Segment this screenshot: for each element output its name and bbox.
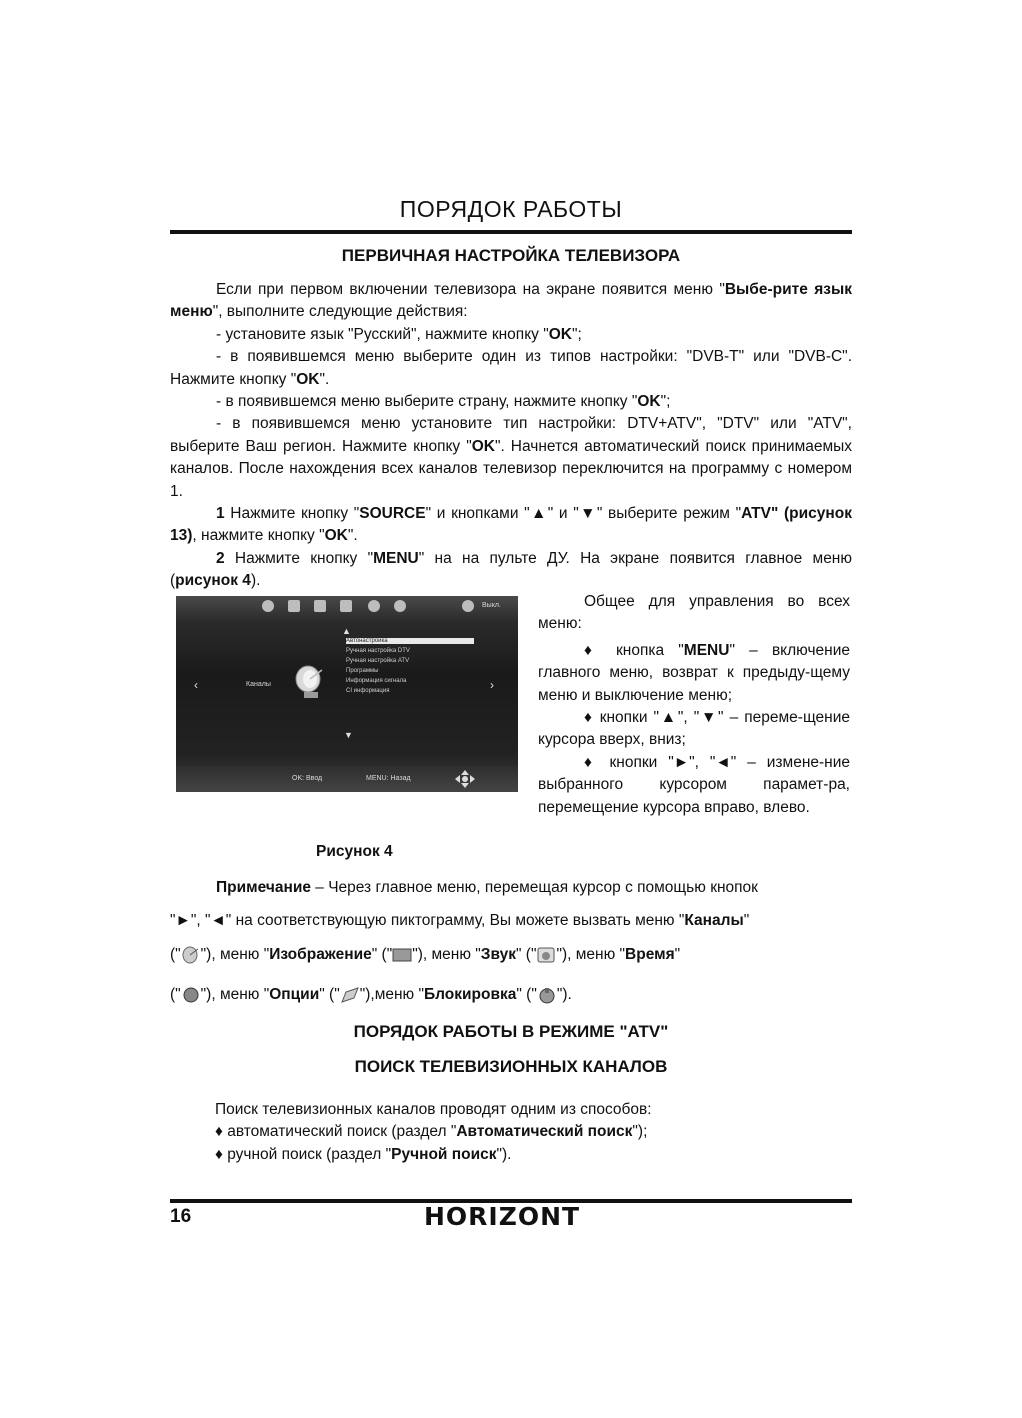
brand-logo: HORIZONT xyxy=(424,1202,581,1231)
tv-menu-icon-bar xyxy=(176,596,518,618)
right-arrow-icon: › xyxy=(490,678,494,692)
menu-item[interactable]: Информация сигнала xyxy=(346,678,407,684)
menu-item[interactable]: CI информация xyxy=(346,688,390,694)
options-icon xyxy=(340,986,360,1004)
page-number: 16 xyxy=(170,1206,192,1227)
paragraph-intro: Если при первом включении телевизора на экране появится меню "Выбе-рите язык меню", выполните следующие действия: xyxy=(170,281,852,321)
control-up-down: ♦ кнопки "▲", "▼" – переме-щение курсора вверх, вниз; xyxy=(538,709,850,749)
navigation-pad-icon xyxy=(454,769,476,789)
note-line-1: Примечание – Через главное меню, перемещая курсор с помощью кнопок xyxy=(216,879,758,896)
page-title: ПОРЯДОК РАБОТЫ xyxy=(399,196,623,222)
menu-category-label: Каналы xyxy=(246,681,271,688)
picture-icon xyxy=(288,600,300,612)
initial-setup-text xyxy=(170,279,852,593)
menu-item[interactable]: Программы xyxy=(346,668,379,674)
menu-item[interactable]: Ручная настройка ATV xyxy=(346,658,410,664)
numbered-step-1: 1 Нажмите кнопку "SOURCE" и кнопками "▲" и "▼" выберите режим "ATV" (рисунок 13), нажмите кнопку "OK". xyxy=(170,505,852,545)
satellite-dish-icon xyxy=(294,664,328,700)
note-line-4: (" "), меню "Опции" (" "),меню "Блокировка" (" "). xyxy=(170,986,572,1004)
clock-icon xyxy=(368,600,380,612)
satellite-dish-icon xyxy=(262,600,274,612)
note-line-3: (" "), меню "Изображение" (" "), меню "Звук" (" "), меню "Время" xyxy=(170,946,681,964)
top-right-label: Выкл. xyxy=(482,602,501,609)
search-option-manual: ♦ ручной поиск (раздел "Ручной поиск"). xyxy=(215,1145,512,1163)
menu-item[interactable]: Ручная настройка DTV xyxy=(346,648,410,654)
controls-intro: Общее для управления во всех меню: xyxy=(538,593,850,633)
control-left-right: ♦ кнопки "►", "◄" – измене-ние выбранного курсором парамет-ра, перемещение курсора вправо, влево. xyxy=(538,753,850,816)
sound-icon xyxy=(536,946,556,964)
section-heading-channel-search: ПОИСК ТЕЛЕВИЗИОННЫХ КАНАЛОВ xyxy=(354,1057,668,1076)
tv-menu-figure xyxy=(176,596,518,792)
menu-hint: MENU: Назад xyxy=(366,775,411,782)
numbered-step-2: 2 Нажмите кнопку "MENU" на на пульте ДУ. На экране появится главное меню (рисунок 4). xyxy=(170,549,852,590)
channel-search-text xyxy=(215,1099,652,1166)
sound-icon xyxy=(314,600,326,612)
figure-caption: Рисунок 4 xyxy=(316,843,393,860)
volume-icon xyxy=(462,600,474,612)
section-heading-initial-setup: ПЕРВИЧНАЯ НАСТРОЙКА ТЕЛЕВИЗОРА xyxy=(341,246,681,265)
step-tuning-type: - в появившемся меню установите тип настройки: DTV+ATV", "DTV" или "ATV", выберите Ваш регион. Нажмите кнопку "OK". Начнется автоматический поиск принимаемых каналов. После нахождения всех каналов телевизор переключится на программу с номером 1. xyxy=(170,415,853,500)
search-intro: Поиск телевизионных каналов проводят одним из способов: xyxy=(215,1101,652,1118)
down-arrow-icon: ▼ xyxy=(344,730,353,740)
lock-icon xyxy=(394,600,406,612)
clock-icon xyxy=(181,986,201,1004)
left-arrow-icon: ‹ xyxy=(194,678,198,692)
controls-description xyxy=(538,591,850,819)
step-dvb-type: - в появившемся меню выберите один из типов настройки: "DVB-T" или "DVB-C". Нажмите кнопку "OK". xyxy=(170,348,852,388)
header-rule xyxy=(170,230,852,234)
step-language: - установите язык "Русский", нажмите кнопку "OK"; xyxy=(216,325,582,343)
ok-hint: OK: Ввод xyxy=(292,775,323,782)
satellite-dish-icon xyxy=(181,946,201,964)
lock-icon xyxy=(537,986,557,1004)
control-menu-button: ♦ кнопка "MENU" – включение главного меню, возврат к предыду-щему меню и выключение меню; xyxy=(538,641,851,704)
picture-icon xyxy=(392,946,412,964)
tv-menu-bottom-bar xyxy=(176,766,518,792)
note-line-2: "►", "◄" на соответствующую пиктограмму, Вы можете вызвать меню "Каналы" xyxy=(170,912,750,929)
options-icon xyxy=(340,600,352,612)
section-heading-atv-mode: ПОРЯДОК РАБОТЫ В РЕЖИМЕ "ATV" xyxy=(353,1022,669,1041)
up-arrow-icon: ▲ xyxy=(342,626,351,636)
step-country: - в появившемся меню выберите страну, нажмите кнопку "OK"; xyxy=(216,393,671,411)
menu-item-selected[interactable]: Автонастройка xyxy=(346,638,474,644)
search-option-auto: ♦ автоматический поиск (раздел "Автоматический поиск"); xyxy=(215,1123,648,1141)
